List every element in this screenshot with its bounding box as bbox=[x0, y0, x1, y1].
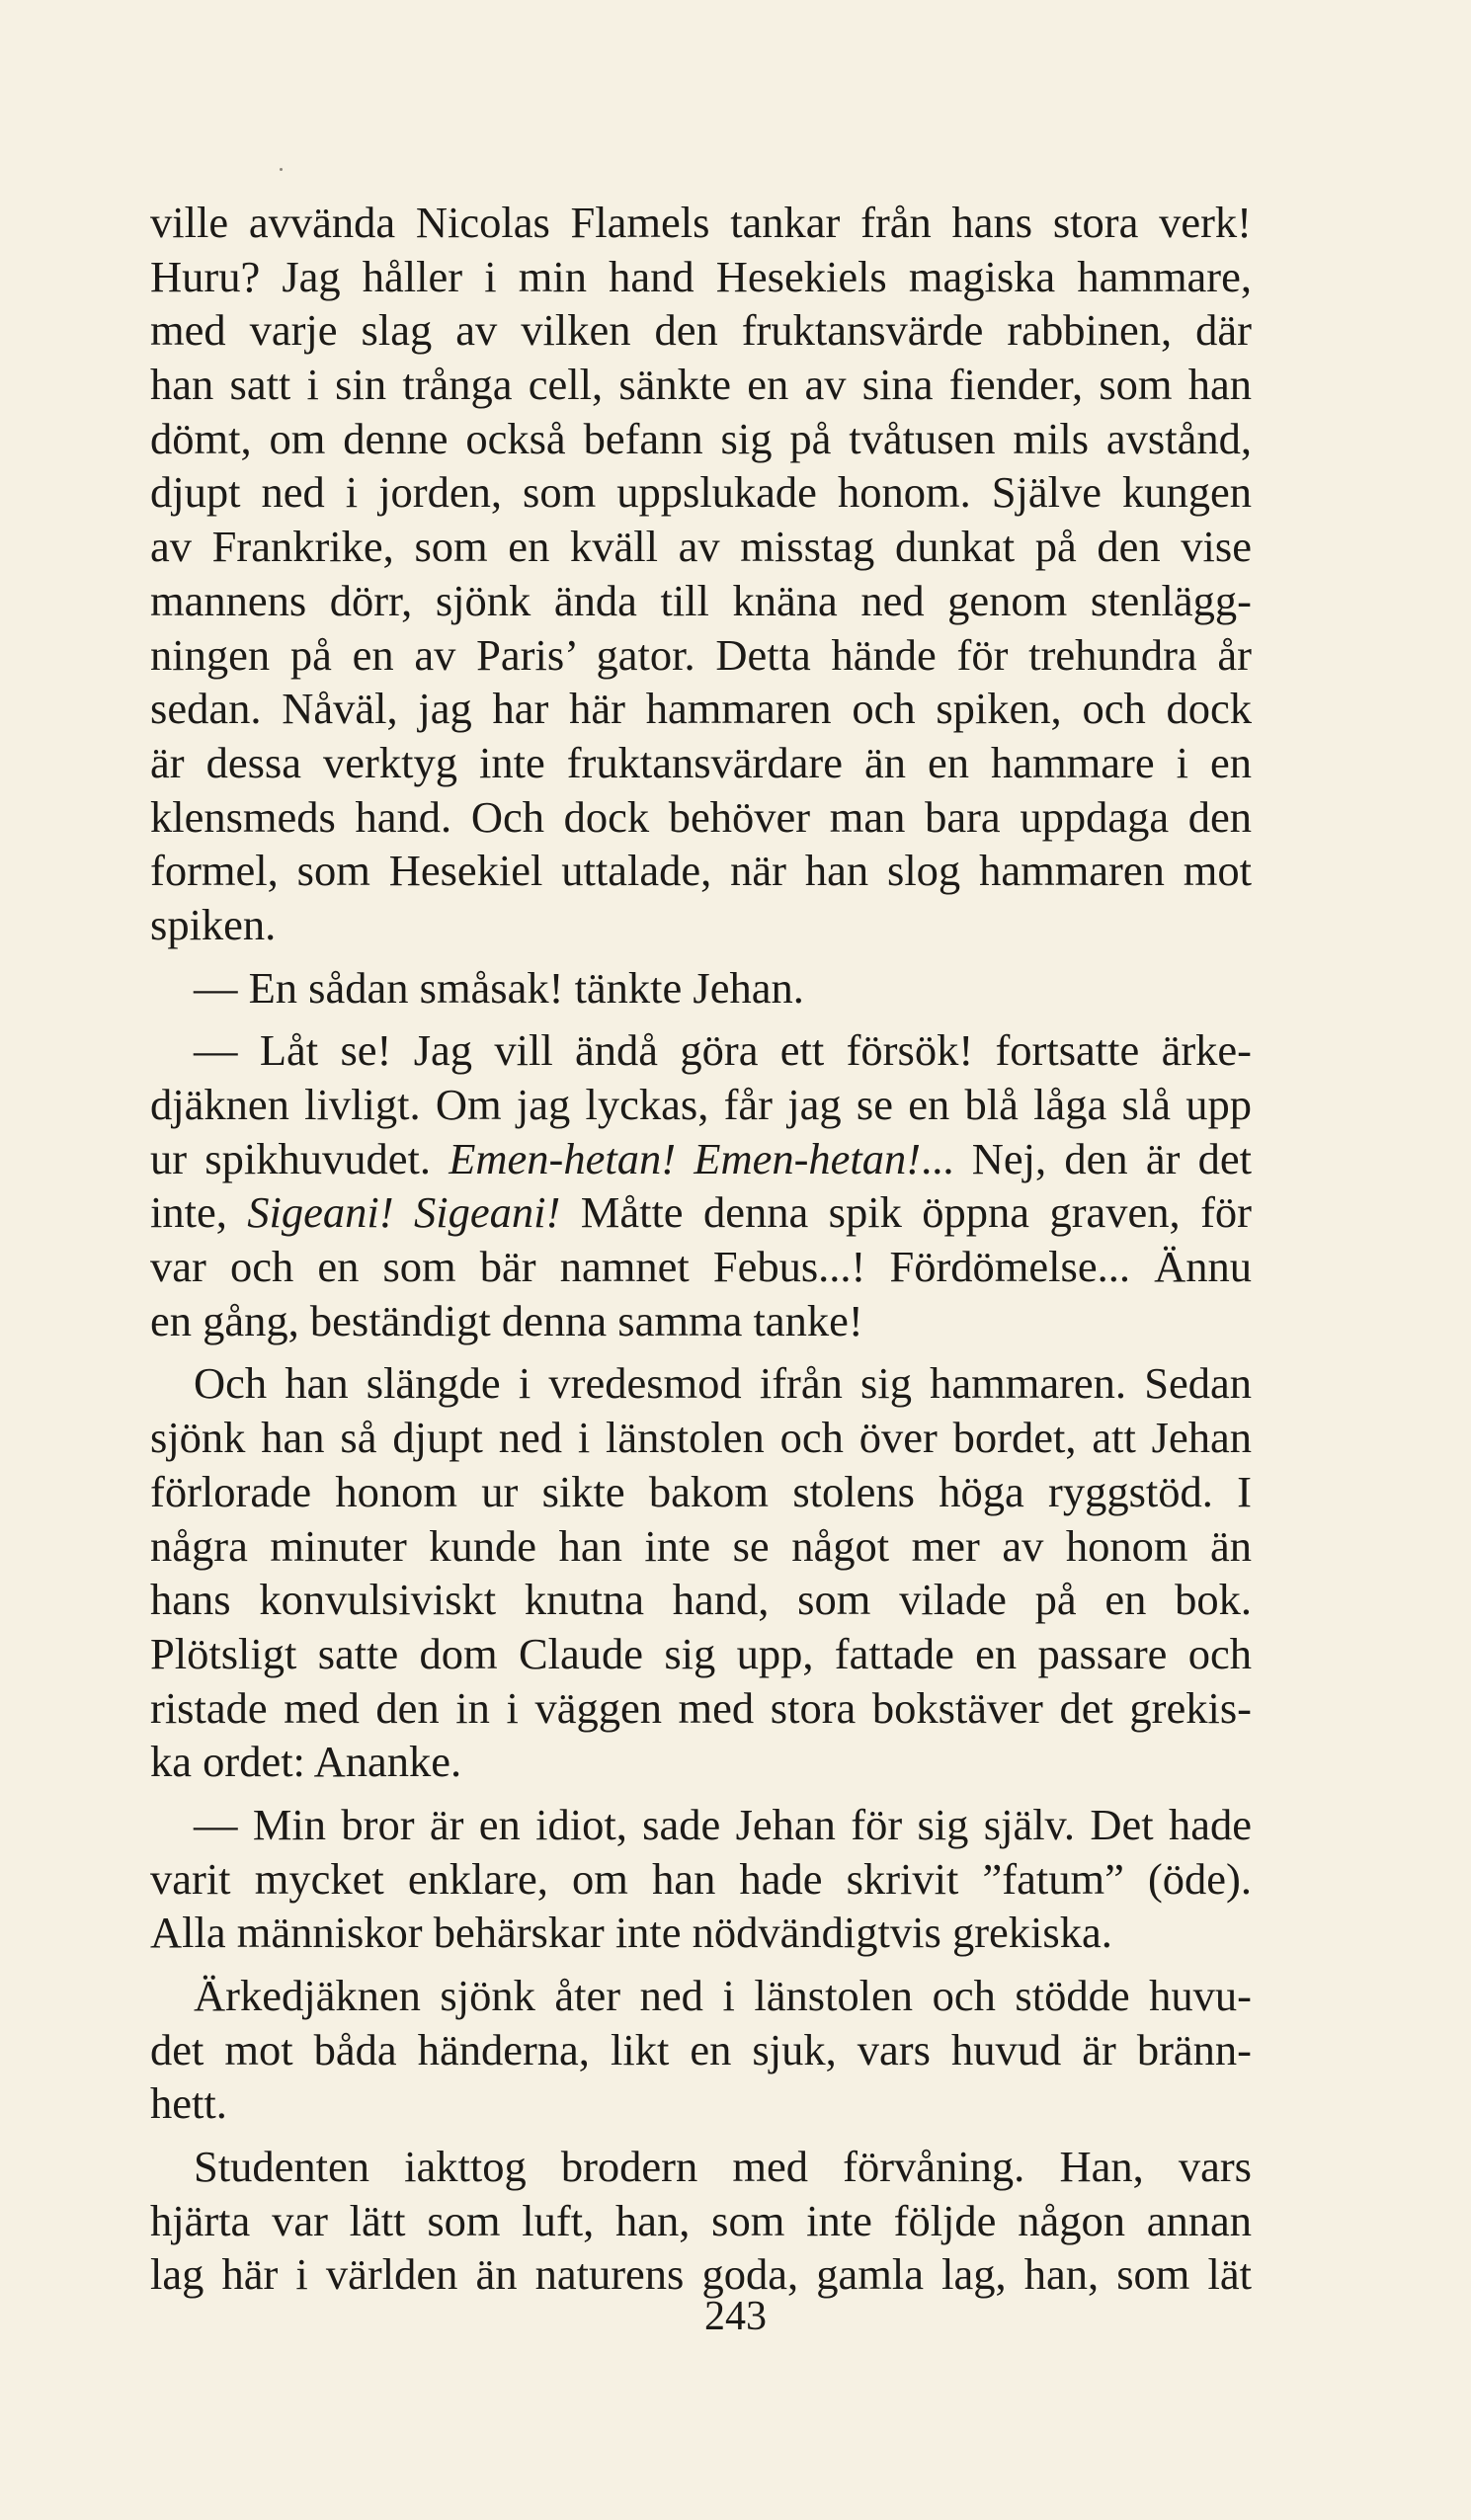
text-segment: dömt, om denne också befann sig på tvåtusen mils avstånd, bbox=[150, 413, 1252, 463]
text-segment: hans konvulsiviskt knutna hand, som vilade på en bok. bbox=[150, 1575, 1252, 1625]
text-segment: hjärta var lätt som luft, han, som inte följde någon annan bbox=[150, 2195, 1252, 2245]
text-segment: ningen på en av Paris’ gator. Detta hände för trehundra år bbox=[150, 629, 1252, 680]
text-line bbox=[150, 1798, 1252, 1852]
text-line bbox=[150, 961, 1252, 1016]
text-segment: ka ordet: Ananke. bbox=[150, 1737, 462, 1787]
text-segment: lag här i världen än naturens goda, gamla lag, han, som lät bbox=[150, 2249, 1252, 2300]
text-line bbox=[150, 1356, 1252, 1411]
text-line bbox=[150, 844, 1252, 898]
text-line bbox=[150, 1411, 1252, 1465]
italic-phrase: Sigeani! Sigeani! bbox=[247, 1187, 561, 1238]
text-line bbox=[150, 1185, 1252, 1240]
text-segment: ville avvända Nicolas Flamels tankar från hans stora verk! bbox=[150, 198, 1252, 247]
text-line bbox=[150, 736, 1252, 790]
text-line bbox=[150, 520, 1252, 574]
text-line bbox=[150, 1132, 1252, 1186]
text-segment: inte, bbox=[150, 1187, 248, 1238]
text-segment: Ärkedjäknen sjönk åter ned i länstolen och stödde huvu- bbox=[194, 1971, 1252, 2020]
text-segment: — Låt se! Jag vill ändå göra ett försök! fortsatte ärke- bbox=[194, 1025, 1252, 1076]
text-segment: förlorade honom ur sikte bakom stolens höga ryggstöd. I bbox=[150, 1466, 1252, 1516]
text-line bbox=[150, 2023, 1252, 2077]
text-line bbox=[150, 196, 1252, 250]
text-segment: ristade med den in i väggen med stora bokstäver det grekis- bbox=[150, 1682, 1252, 1733]
text-segment: klensmeds hand. Och dock behöver man bara uppdaga den bbox=[150, 791, 1252, 842]
text-line bbox=[150, 790, 1252, 845]
text-segment: formel, som Hesekiel uttalade, när han slog hammaren mot bbox=[150, 846, 1252, 896]
text-line bbox=[150, 898, 1252, 952]
text-segment: är dessa verktyg inte fruktansvärdare än en hammare i en bbox=[150, 737, 1252, 787]
text-line bbox=[150, 2194, 1252, 2248]
text-segment: Huru? Jag håller i min hand Hesekiels magiska hammare, bbox=[150, 251, 1252, 301]
text-line bbox=[150, 2140, 1252, 2194]
text-segment: mannens dörr, sjönk ända till knäna ned genom stenlägg- bbox=[150, 575, 1252, 625]
text-segment: ... Nej, den är det bbox=[921, 1133, 1252, 1183]
text-line bbox=[150, 465, 1252, 520]
text-line bbox=[150, 1906, 1252, 1960]
text-line bbox=[150, 1519, 1252, 1574]
text-line bbox=[150, 358, 1252, 412]
text-line bbox=[150, 1078, 1252, 1132]
text-segment: djäknen livligt. Om jag lyckas, får jag se en blå låga slå upp bbox=[150, 1080, 1252, 1129]
text-line bbox=[150, 303, 1252, 358]
text-segment: djupt ned i jorden, som uppslukade honom. Själve kungen bbox=[150, 467, 1252, 518]
text-line bbox=[150, 1240, 1252, 1294]
page-number: 243 bbox=[704, 2294, 767, 2339]
text-segment: av Frankrike, som en kväll av misstag dunkat på den vise bbox=[150, 522, 1252, 572]
text-segment: — Min bror är en idiot, sade Jehan för sig själv. Det hade bbox=[194, 1799, 1252, 1849]
text-segment: Plötsligt satte dom Claude sig upp, fattade en passare och bbox=[150, 1628, 1252, 1678]
text-segment: han satt i sin trånga cell, sänkte en av sina fiender, som han bbox=[150, 360, 1252, 410]
text-line bbox=[150, 1023, 1252, 1078]
text-line bbox=[150, 682, 1252, 736]
text-segment: ur spikhuvudet. bbox=[150, 1133, 449, 1183]
text-line bbox=[150, 250, 1252, 304]
text-segment: varit mycket enklare, om han hade skrivit ”fatum” (öde). bbox=[150, 1853, 1252, 1904]
text-line bbox=[150, 412, 1252, 466]
text-line bbox=[150, 1627, 1252, 1681]
text-line bbox=[150, 574, 1252, 628]
text-segment: var och en som bär namnet Febus...! Fördömelse... Ännu bbox=[150, 1242, 1252, 1292]
text-segment: — En sådan småsak! tänkte Jehan. bbox=[194, 962, 804, 1013]
text-line bbox=[150, 2076, 1252, 2131]
body-text bbox=[150, 196, 1252, 2302]
text-segment: Och han slängde i vredesmod ifrån sig hammaren. Sedan bbox=[194, 1358, 1252, 1409]
text-line bbox=[150, 1294, 1252, 1348]
text-segment: hett. bbox=[150, 2078, 227, 2129]
text-segment: sjönk han så djupt ned i länstolen och över bordet, att Jehan bbox=[150, 1413, 1252, 1463]
text-segment: en gång, beständigt denna samma tanke! bbox=[150, 1295, 863, 1345]
text-segment: Studenten iakttog brodern med förvåning. Han, vars bbox=[194, 2142, 1252, 2192]
text-line bbox=[150, 1573, 1252, 1627]
text-segment: det mot båda händerna, likt en sjuk, vars huvud är bränn- bbox=[150, 2024, 1252, 2074]
text-segment: spiken. bbox=[150, 899, 277, 949]
text-line bbox=[150, 1969, 1252, 2023]
text-line bbox=[150, 1852, 1252, 1907]
text-segment: sedan. Nåväl, jag har här hammaren och spiken, och dock bbox=[150, 684, 1252, 734]
text-line bbox=[150, 1735, 1252, 1789]
text-line bbox=[150, 1465, 1252, 1519]
text-segment: Måtte denna spik öppna graven, för bbox=[560, 1187, 1252, 1238]
text-segment: Alla människor behärskar inte nödvändigtvis grekiska. bbox=[150, 1908, 1112, 1958]
text-line bbox=[150, 628, 1252, 683]
text-segment: med varje slag av vilken den fruktansvärde rabbinen, där bbox=[150, 305, 1252, 356]
paper-speck bbox=[280, 168, 283, 171]
text-segment: några minuter kunde han inte se något mer av honom än bbox=[150, 1520, 1252, 1571]
italic-phrase: Emen-hetan! Emen-hetan! bbox=[449, 1133, 922, 1183]
text-line bbox=[150, 1681, 1252, 1736]
